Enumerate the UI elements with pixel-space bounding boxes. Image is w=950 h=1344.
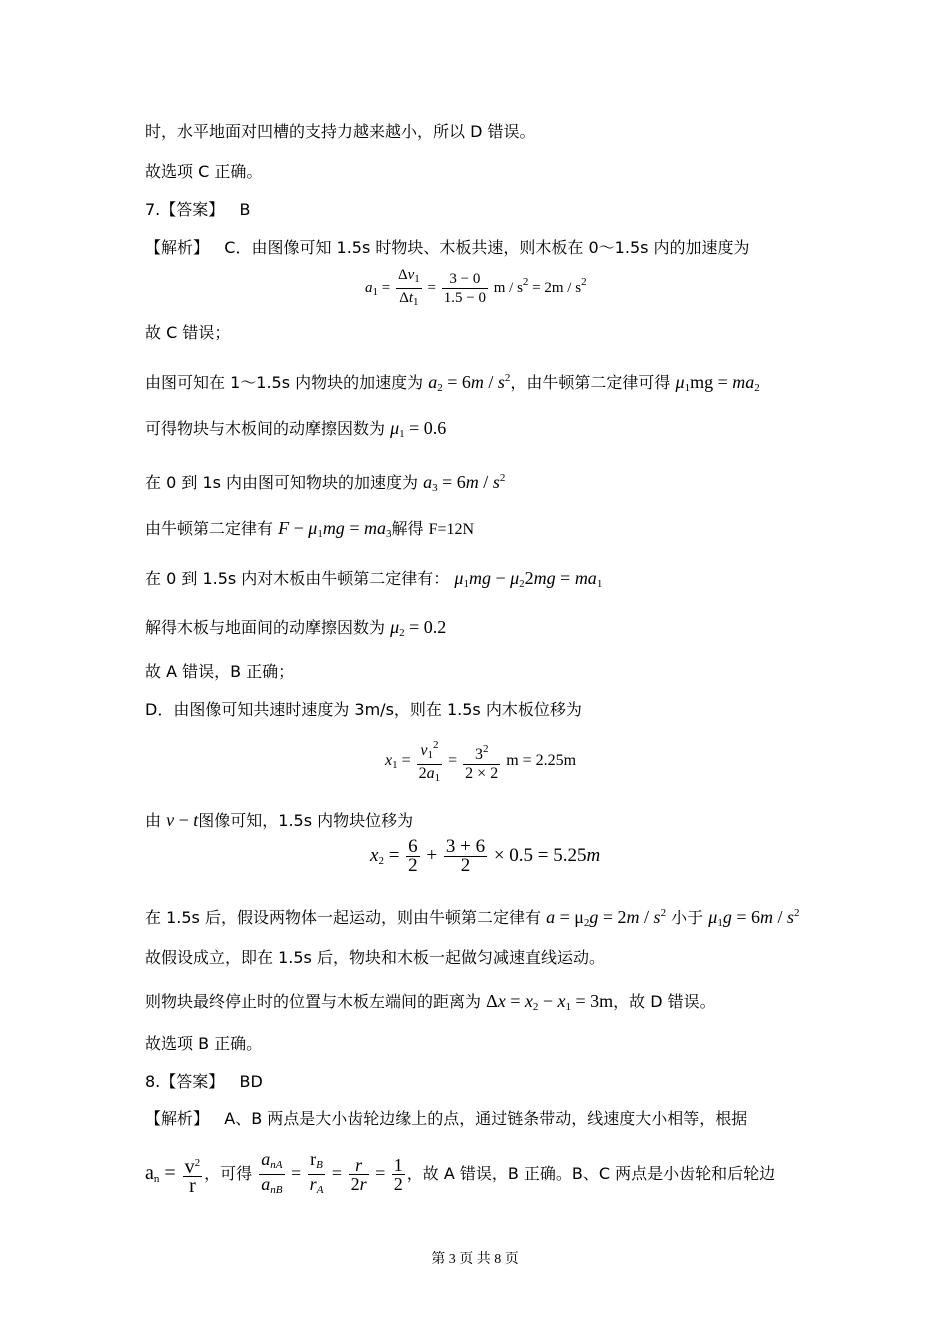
analysis-label: 【解析】 (145, 1109, 210, 1128)
formula: $\mu_1g = 6m / s^2$ (708, 907, 800, 929)
text-fragment: 可得物块与木板间的动摩擦因数为 (145, 419, 386, 438)
text-fragment: 解得木板与地面间的动摩擦因数为 (145, 618, 386, 637)
text-line: 故 A 错误，B 正确； (145, 662, 295, 681)
equation-a1: $a_1$ = $\frac{\Delta v_1}{\Delta t_1}$ = $\frac{3 - 0}{1.5 - 0}$ $m / s^2 = 2m / s^2$ (365, 267, 587, 308)
text-fragment: 则物块最终停止时的位置与木板左端间的距离为 (145, 992, 482, 1011)
text-fragment: 在 0 到 1s 内由图可知物块的加速度为 (145, 473, 419, 492)
q8-formula-line (145, 1150, 775, 1202)
text-line: 故假设成立，即在 1.5s 后，物块和木板一起做匀减速直线运动。 (145, 948, 605, 967)
text-fragment: 由图可知在 1～1.5s 内物块的加速度为 (145, 373, 424, 392)
formula: $\mu_1mg - \mu_22mg = ma_1$ (454, 568, 603, 590)
text-line (145, 368, 760, 398)
formula: $F - \mu_1mg = ma_3$ (278, 518, 392, 540)
text-line (145, 418, 446, 444)
text-fragment: F=12N (428, 521, 475, 538)
text-fragment: 在 1.5s 后，假设两物体一起运动，则由牛顿第二定律有 (145, 908, 541, 927)
answer-value: BD (239, 1072, 263, 1091)
analysis-text: C．由图像可知 1.5s 时物块、木板共速，则木板在 0～1.5s 内的加速度为 (224, 238, 750, 257)
text-fragment: ，故 D 错误。 (613, 992, 716, 1011)
equation-x1: $x_1$ = $\frac{v_1^2}{2a_1}$ = $\frac{3^2}{2 \times 2}$ m = 2.25m (385, 736, 576, 787)
text-line (145, 568, 602, 594)
analysis-label: 【解析】 (145, 238, 210, 257)
text-fragment: ，可得 (204, 1164, 253, 1183)
formula: $a_3 = 6m / s^2$ (423, 472, 506, 494)
text-line (145, 810, 413, 831)
equation-x2: $x_2$ = $\frac{6}{2}$ + $\frac{3 + 6}{2}$ × 0.5 = 5.25m (370, 836, 601, 876)
formula: $\Delta x = x_2 - x_1 = 3m$ (486, 991, 614, 1013)
text-line (145, 468, 505, 498)
text-fragment: ，故 A 错误，B 正确。B、C 两点是小齿轮和后轮边 (406, 1164, 776, 1183)
text-line: 故 C 错误； (145, 323, 231, 342)
text-fragment: 在 0 到 1.5s 内对木板由牛顿第二定律有： (145, 569, 450, 588)
text-fragment: ，由牛顿第二定律可得 (510, 373, 671, 392)
text-fragment: 由牛顿第二定律有 (145, 519, 274, 538)
analysis-text: A、B 两点是大小齿轮边缘上的点，通过链条带动，线速度大小相等，根据 (224, 1109, 748, 1128)
formula: v − t (166, 810, 199, 830)
q8-answer-line (145, 1072, 263, 1092)
answer-label: 【答案】 (160, 200, 225, 219)
formula: $a = \mu_2g = 2m / s^2$ (546, 907, 667, 929)
text-fragment: 解得 (391, 519, 424, 538)
text-line: 时，水平地面对凹槽的支持力越来越小，所以 D 错误。 (145, 122, 536, 141)
text-line (145, 617, 446, 643)
formula: $a_2 = 6m / s^2$ (428, 372, 511, 394)
formula: $\mu_1mg = ma_2$ (675, 372, 760, 394)
question-number: 7. (145, 200, 161, 219)
formula: $\frac{a_{nA}}{a_{nB}}$ = $\frac{r_B}{r_A}$ = $\frac{r}{2r}$ = $\frac{1}{2}$ (261, 1149, 403, 1197)
text-fragment: 图像可知，1.5s 内物块位移为 (198, 811, 414, 830)
q8-analysis-line (145, 1109, 747, 1129)
answer-value: B (239, 200, 251, 219)
answer-label: 【答案】 (160, 1072, 225, 1091)
text-line: 故选项 C 正确。 (145, 162, 263, 181)
text-fragment: 由 (145, 811, 162, 830)
formula: $\mu_2 = 0.2$ (390, 617, 447, 639)
text-line (145, 903, 800, 933)
text-line (145, 991, 716, 1017)
formula: $\mu_1 = 0.6$ (390, 418, 447, 440)
question-number: 8. (145, 1072, 161, 1091)
page-footer: 第 3 页 共 8 页 (431, 1252, 519, 1267)
q7-answer-line (145, 200, 251, 220)
text-line (145, 518, 474, 544)
text-line: 故选项 B 正确。 (145, 1034, 263, 1053)
text-fragment: 小于 (671, 908, 704, 927)
q7-analysis-line (145, 238, 750, 258)
formula: $a_n$ = $\frac{v^2}{r}$ (145, 1155, 201, 1197)
text-line: D．由图像可知共速时速度为 3m/s，则在 1.5s 内木板位移为 (145, 700, 582, 719)
